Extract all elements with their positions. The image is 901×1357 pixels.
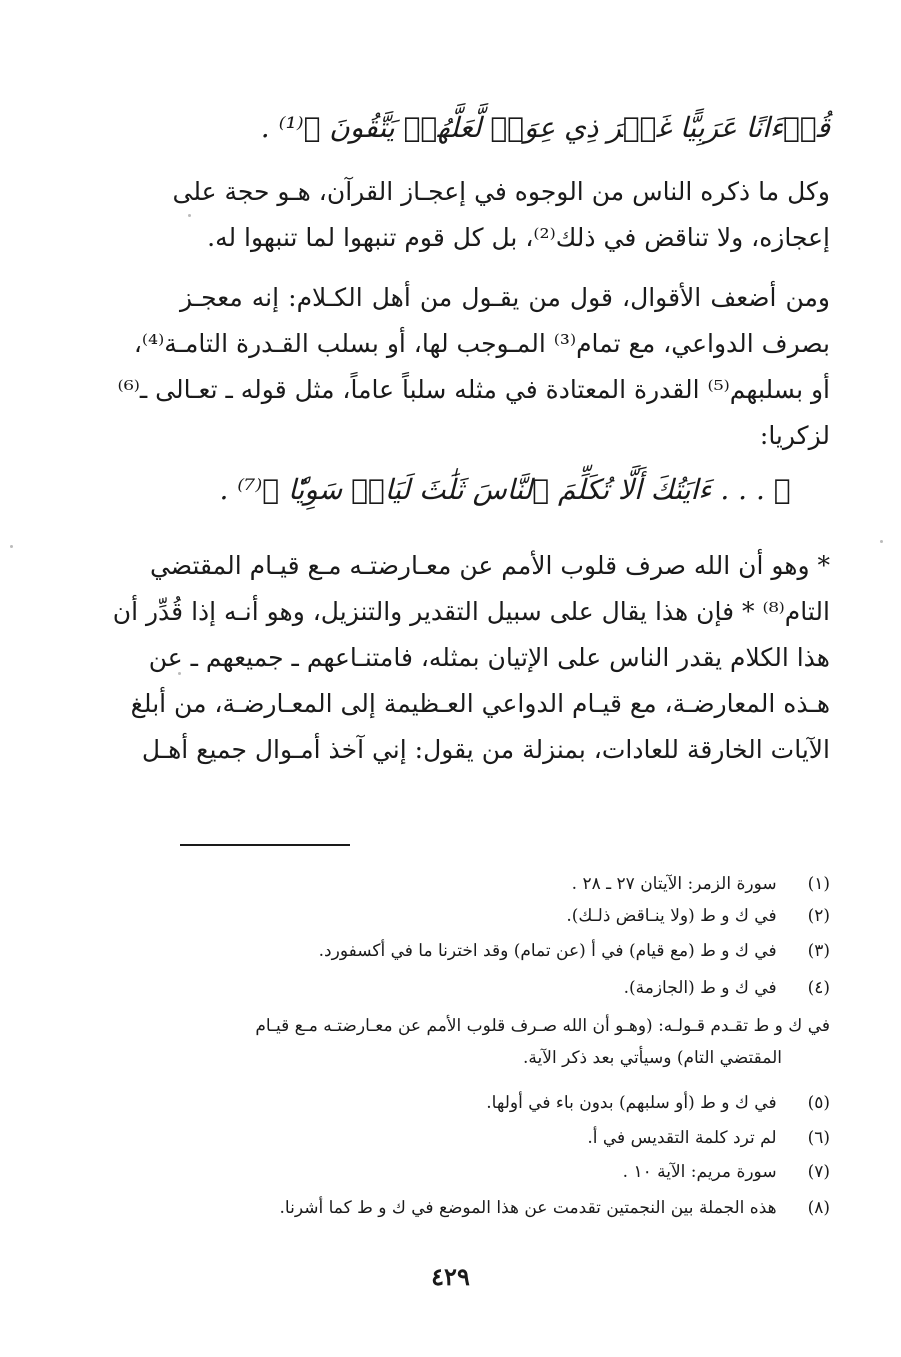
footnote-text: في ك و ط (أو سلبهم) بدون باء في أولها. <box>486 1093 777 1113</box>
footnote-number: (٢) <box>807 906 830 926</box>
footnote-number: (١) <box>807 874 830 894</box>
footnote-text: سورة مريم: الآية ١٠ . <box>622 1162 777 1182</box>
footnote-number: (٦) <box>807 1128 830 1148</box>
footnote-3 <box>180 938 830 964</box>
footnote-text: لم ترد كلمة التقديس في أ. <box>587 1128 777 1148</box>
paragraph-3-line-4: هـذه المعارضـة، مع قيـام الدواعي العـظيمة إلى المعـارضـة، من أبلغ <box>130 689 830 718</box>
quran-verse-middle: ﴿ . . . ءَايَتُكَ أَلَّا تُكَلِّمَ ٱلنَّاسَ ثَلَٰثَ لَيَالٖ سَوِيّٗا ﴾⁽⁷⁾ . <box>219 473 791 506</box>
footnote-5 <box>180 1090 830 1116</box>
footnote-4-continuation-line-2: المقتضي التام) وسيأتي بعد ذكر الآية. <box>523 1048 782 1068</box>
paragraph-2-line-4: لزكريا: <box>759 421 830 450</box>
scan-speck <box>178 672 181 675</box>
footnote-number: (٧) <box>807 1162 830 1182</box>
quran-verse-top: قُرۡءَانًا عَرَبِيًّا غَيۡرَ ذِي عِوَجٖ لَّعَلَّهُمۡ يَتَّقُونَ ﴾⁽¹⁾ . <box>260 111 830 144</box>
paragraph-2-line-2: بصرف الدواعي، مع تمام⁽³⁾ المـوجب لها، أو بسلب القـدرة التامـة⁽⁴⁾، <box>133 329 830 358</box>
footnote-text: في ك و ط (مع قيام) في أ (عن تمام) وقد اخترنا ما في أكسفورد. <box>318 941 777 961</box>
paragraph-3-line-2: التام⁽⁸⁾ * فإن هذا يقال على سبيل التقدير والتنزيل، وهو أنـه إذا قُدِّر أن <box>112 597 830 626</box>
footnote-2 <box>180 903 830 929</box>
footnote-8 <box>180 1195 830 1221</box>
page-number: ٤٢٩ <box>431 1262 470 1291</box>
scan-speck <box>880 540 883 543</box>
paragraph-1-line-2: إعجازه، ولا تناقض في ذلك⁽²⁾، بل كل قوم تنبهوا لما تنبهوا له. <box>207 223 830 252</box>
scan-speck <box>188 214 191 217</box>
footnote-7 <box>180 1159 830 1185</box>
footnote-6 <box>180 1125 830 1151</box>
footnote-text: في ك و ط (الجازمة). <box>623 978 777 998</box>
paragraph-1-line-1: وكل ما ذكره الناس من الوجوه في إعجـاز القرآن، هـو حجة على <box>172 177 830 206</box>
footnote-text: سورة الزمر: الآيتان ٢٧ ـ ٢٨ . <box>571 874 777 894</box>
paragraph-3-line-5: الآيات الخارقة للعادات، بمنزلة من يقول: إني آخذ أمـوال جميع أهـل <box>141 735 830 764</box>
footnote-number: (٨) <box>807 1198 830 1218</box>
footnote-text: في ك و ط (ولا ينـاقض ذلـك). <box>566 906 777 926</box>
paragraph-2-line-1: ومن أضعف الأقوال، قول من يقـول من أهل الكـلام: إنه معجـز <box>180 283 830 312</box>
footnote-4 <box>180 975 830 1001</box>
paragraph-3-line-1: * وهو أن الله صرف قلوب الأمم عن معـارضتـه مـع قيـام المقتضي <box>149 551 830 580</box>
footnote-separator <box>180 844 350 846</box>
footnote-4-continuation-line-1: في ك و ط تقـدم قـولـه: (وهـو أن الله صـرف قلوب الأمم عن معـارضتـه مـع قيـام <box>255 1016 830 1036</box>
paragraph-3-line-3: هذا الكلام يقدر الناس على الإتيان بمثله، فامتنـاعهم ـ جميعهم ـ عن <box>148 643 830 672</box>
footnote-number: (٣) <box>807 941 830 961</box>
paragraph-2-line-3: أو بسلبهم⁽⁵⁾ القدرة المعتادة في مثله سلباً عاماً، مثل قوله ـ تعـالى ـ⁽⁶⁾ <box>117 375 830 404</box>
footnote-1 <box>180 871 830 897</box>
scan-speck <box>10 545 13 548</box>
footnote-number: (٥) <box>807 1093 830 1113</box>
footnote-text: هذه الجملة بين النجمتين تقدمت عن هذا الموضع في ك و ط كما أشرنا. <box>279 1198 777 1218</box>
footnote-number: (٤) <box>807 978 830 998</box>
